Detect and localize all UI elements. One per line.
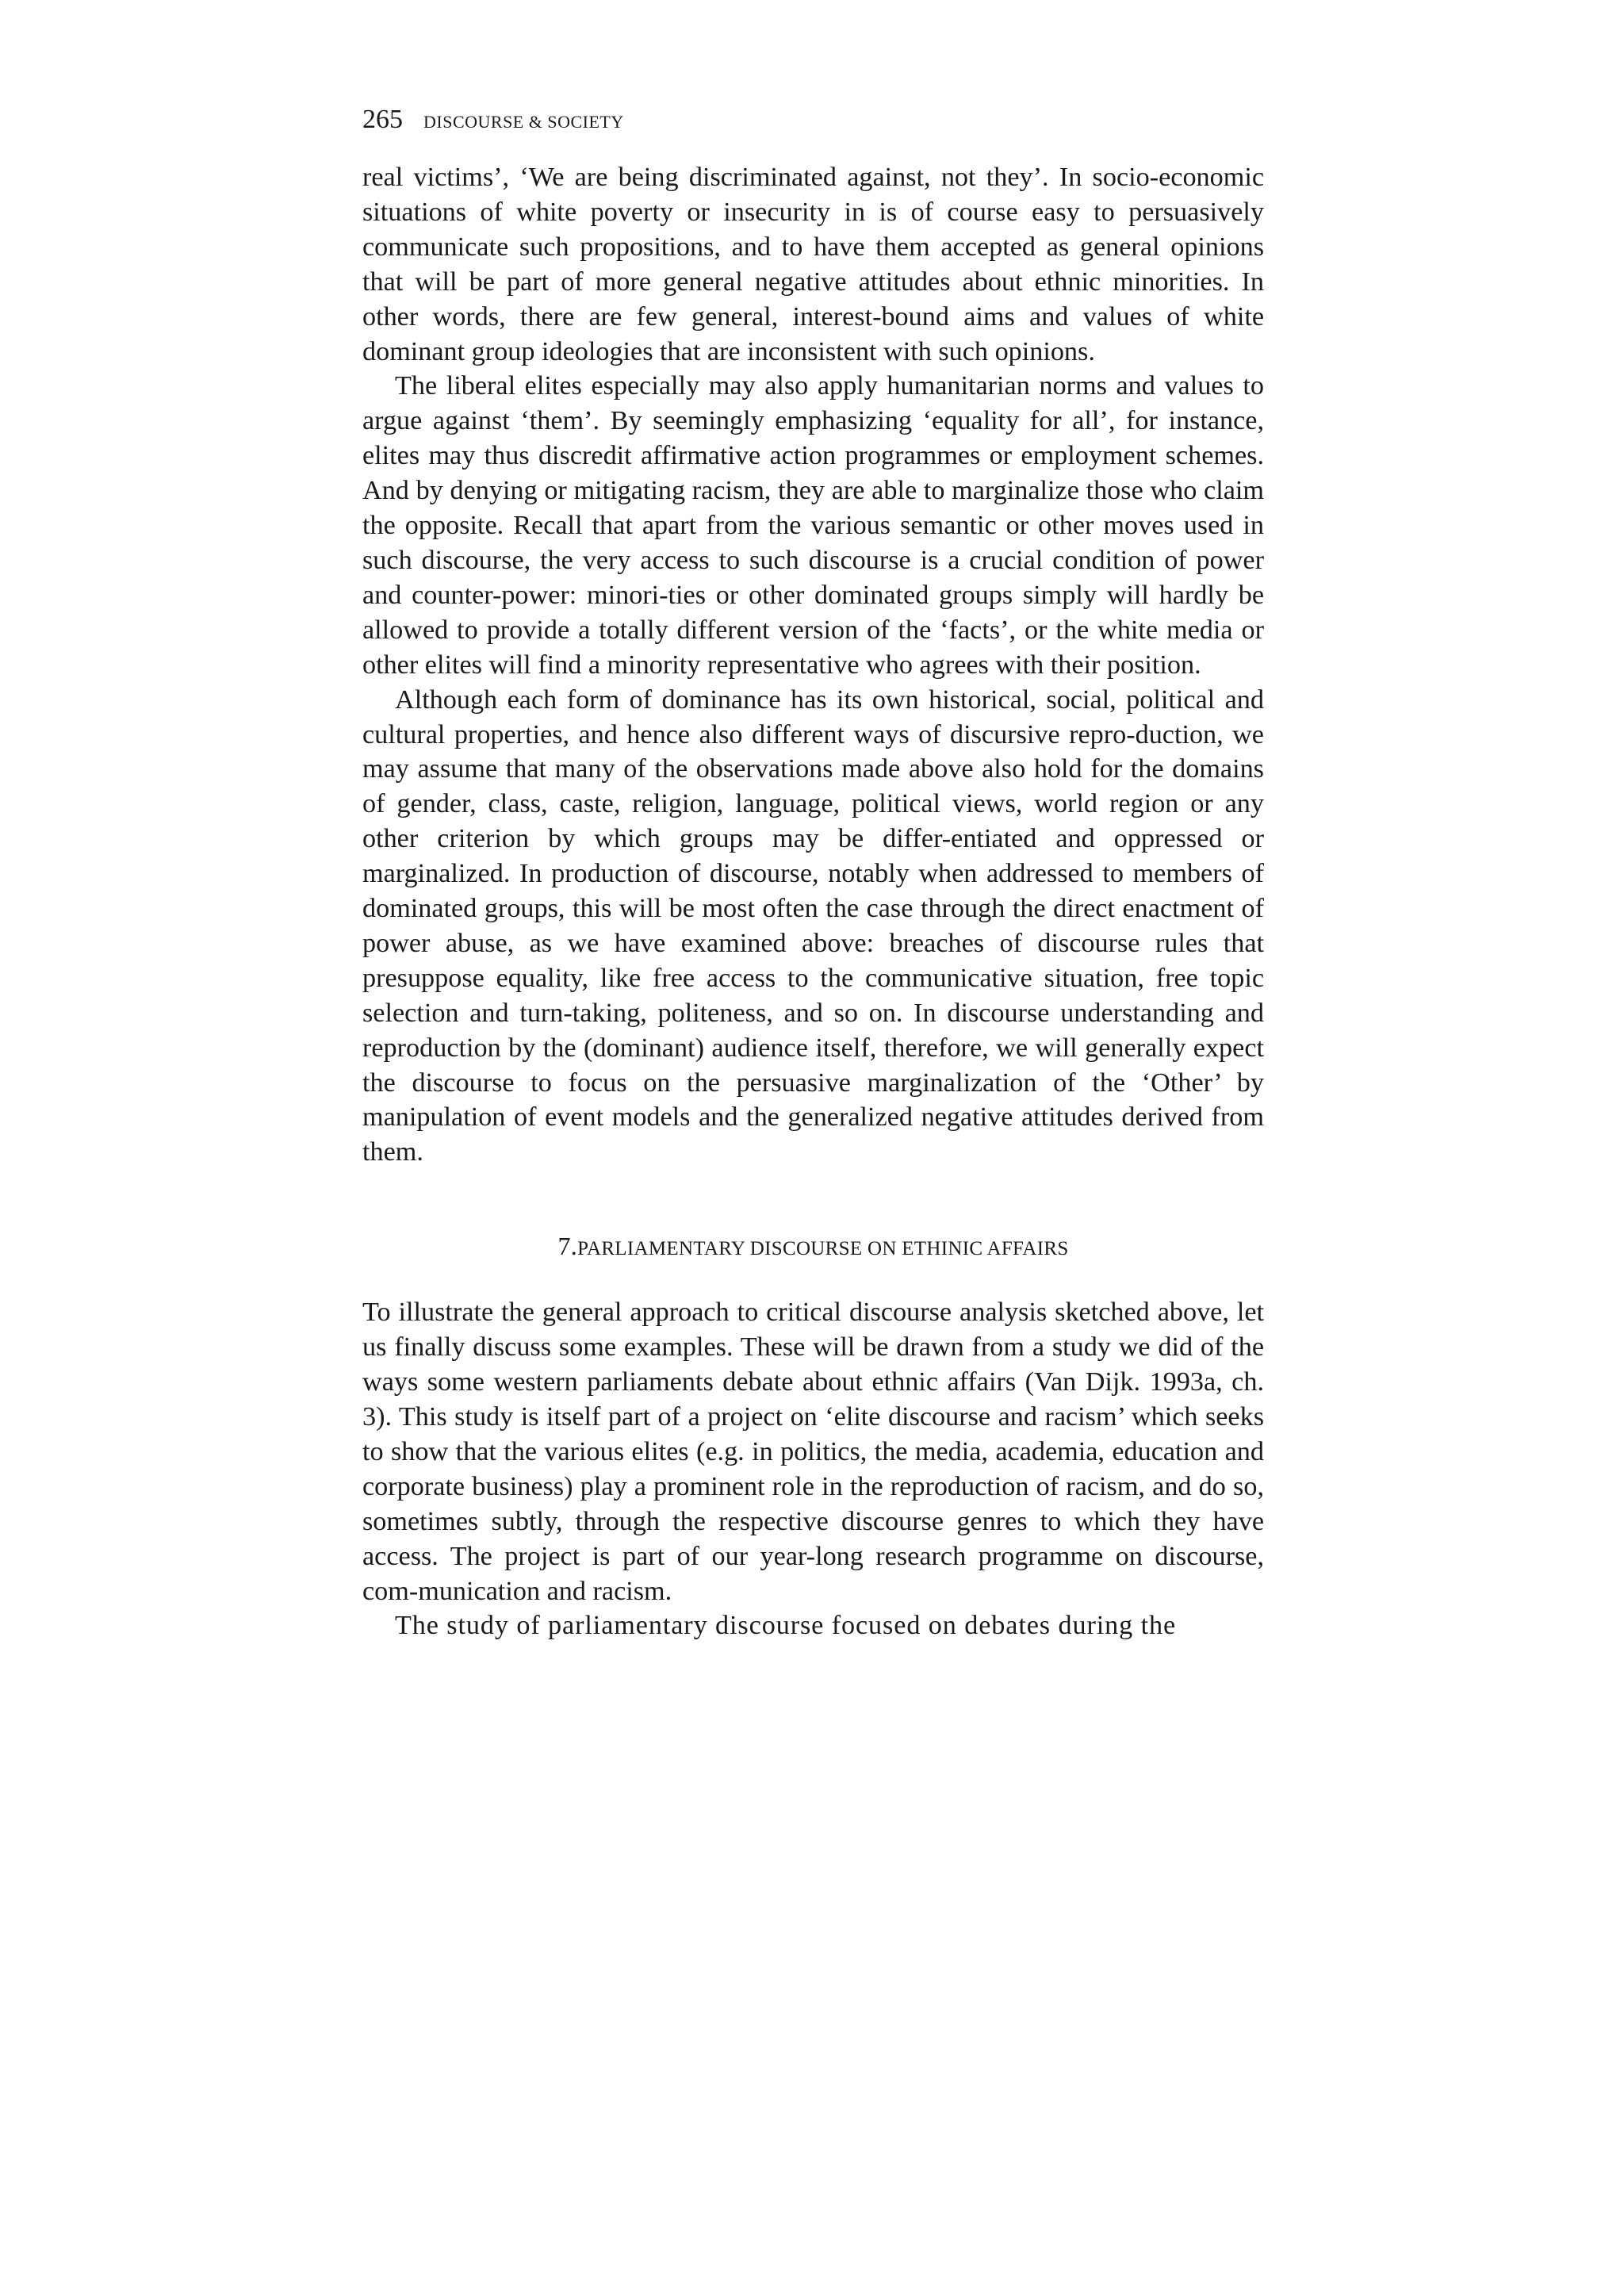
section-number: 7. (557, 1232, 578, 1261)
running-head (362, 105, 1264, 144)
paragraph-3: Although each form of dominance has its own historical, social, political and cultural properties, and hence also different ways of discursive repro-duction, we may assume that many of the observations made above also hold for the domains of gender, class, caste, religion, language, political views, world region or any other criterion by which groups may be differ-entiated and oppressed or marginalized. In production of discourse, notably when addressed to members of dominated groups, this will be most often the case through the direct enactment of power abuse, as we have examined above: breaches of discourse rules that presuppose equality, like free access to the communicative situation, free topic selection and turn-taking, politeness, and so on. In discourse understanding and reproduction by the (dominant) audience itself, therefore, we will generally expect the discourse to focus on the persuasive marginalization of the ‘Other’ by manipulation of event models and the generalized negative attitudes derived from them. (362, 684, 1264, 1167)
section-paragraph-1: To illustrate the general approach to critical discourse analysis sketched above, let us finally discuss some examples. These will be drawn from a study we did of the ways some western parliaments debate about ethnic affairs (Van Dijk. 1993a, ch. 3). This study is itself part of a project on ‘elite discourse and racism’ which seeks to show that the various elites (e.g. in politics, the media, academia, education and corporate business) play a prominent role in the reproduction of racism, and do so, sometimes subtly, through the respective discourse genres to which they have access. The project is part of our year-long research programme on discourse, com-munication and racism. (362, 1297, 1264, 1606)
page (362, 105, 1264, 1643)
section-title: PARLIAMENTARY DISCOURSE ON ETHINIC AFFAIRS (577, 1238, 1069, 1260)
section-heading (362, 1232, 1264, 1263)
section-paragraph-2: The study of parliamentary discourse focused on debates during the (395, 1611, 1177, 1641)
page-number: 265 (362, 105, 403, 134)
paragraph-1: real victims’, ‘We are being discriminated against, not they’. In socio-economic situations of white poverty or insecurity in is of course easy to persuasively communicate such propositions, and to have them accepted as general opinions that will be part of more general negative attitudes about ethnic minorities. In other words, there are few general, interest-bound aims and values of white dominant group ideologies that are inconsistent with such opinions. (362, 163, 1264, 366)
paragraph-2: The liberal elites especially may also apply humanitarian norms and values to argue against ‘them’. By seemingly emphasizing ‘equality for all’, for instance, elites may thus discredit affirmative action programmes or employment schemes. And by denying or mitigating racism, they are able to marginalize those who claim the opposite. Recall that apart from the various semantic or other moves used in such discourse, the very access to such discourse is a crucial condition of power and counter-power: minori-ties or other dominated groups simply will hardly be allowed to provide a totally different version of the ‘facts’, or the white media or other elites will find a minority representative who agrees with their position. (362, 371, 1264, 680)
journal-name: DISCOURSE & SOCIETY (423, 112, 624, 132)
